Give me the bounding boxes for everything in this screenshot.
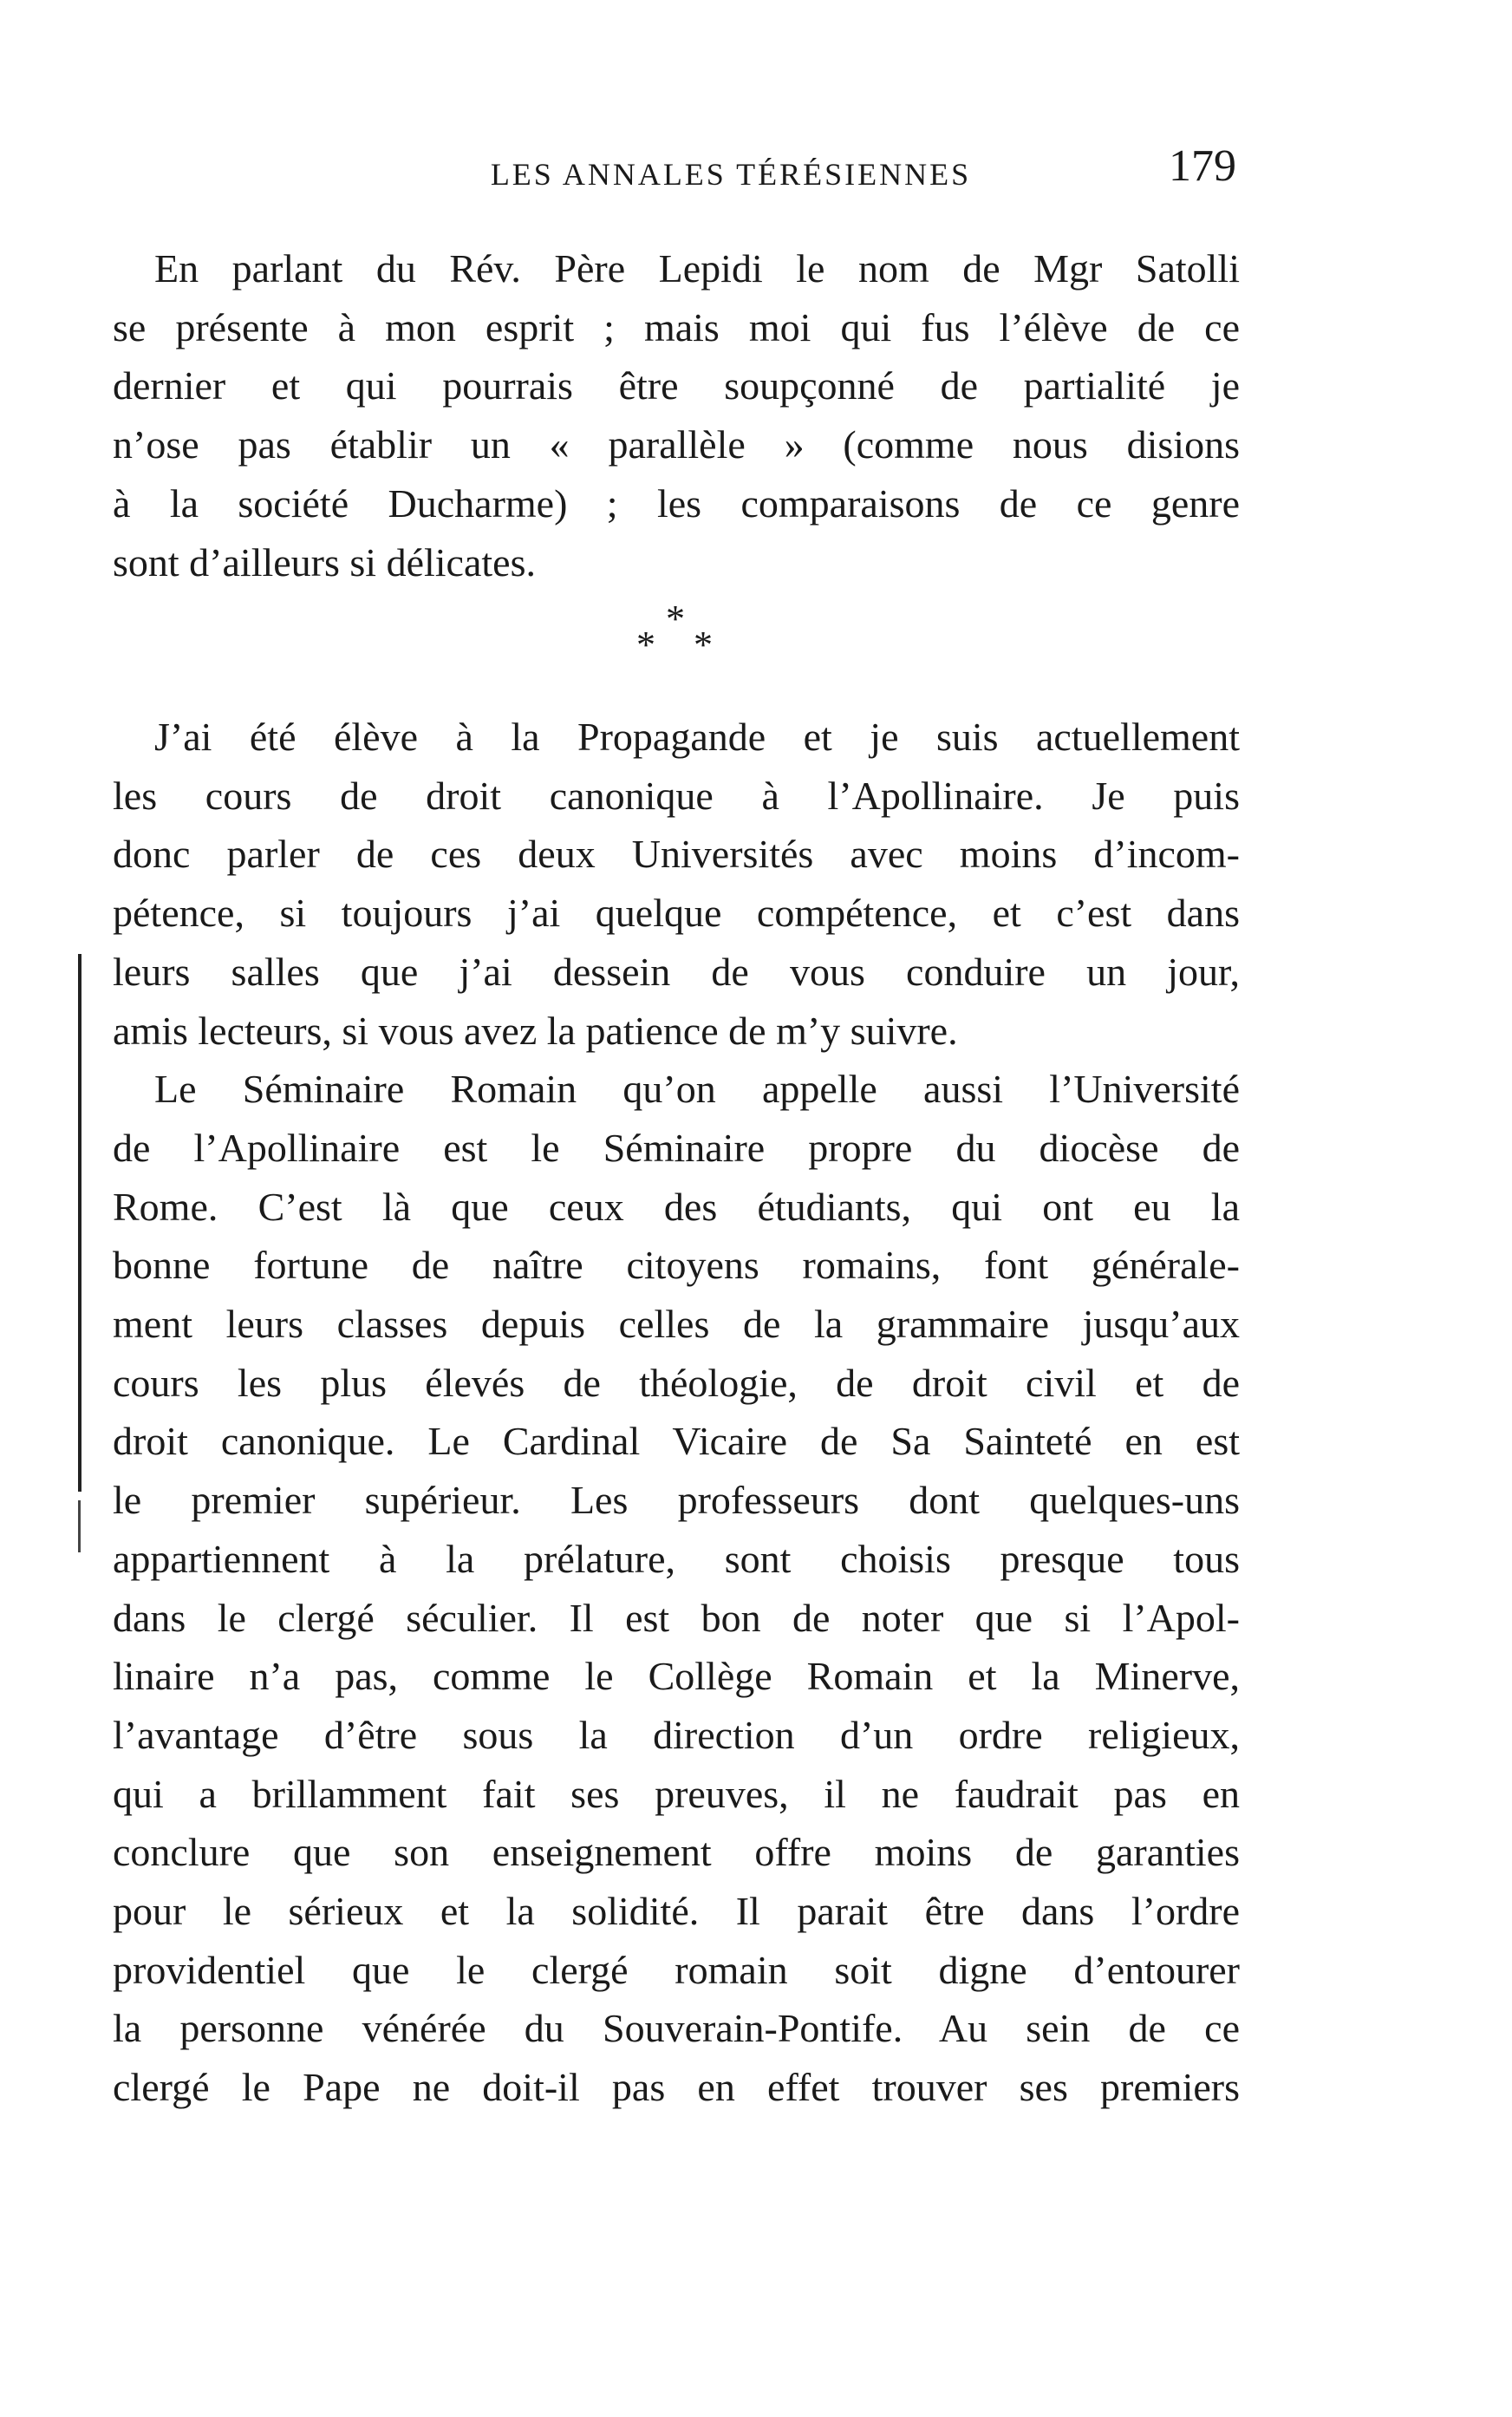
text-line: droit canonique. Le Cardinal Vicaire de Sa Sainteté en est <box>113 1419 1240 1464</box>
text-line: la personne vénérée du Souverain-Pontife. Au sein de ce <box>113 2006 1240 2051</box>
text-line: donc parler de ces deux Universités avec moins d’incom- <box>113 832 1240 877</box>
text-line: pour le sérieux et la solidité. Il parait être dans l’ordre <box>113 1889 1240 1934</box>
paragraph-1 <box>113 239 1240 591</box>
text-line: sont d’ailleurs si délicates. <box>113 539 536 585</box>
text-line: les cours de droit canonique à l’Apollinaire. Je puis <box>113 773 1240 818</box>
asterisk-mark: * <box>636 624 655 666</box>
margin-mark <box>78 1500 81 1552</box>
text-line: Le Séminaire Romain qu’on appelle aussi l’Université <box>154 1067 1240 1112</box>
paragraph-2 <box>113 708 1240 2117</box>
text-line: qui a brillamment fait ses preuves, il ne faudrait pas en <box>113 1771 1240 1816</box>
page-number: 179 <box>1169 141 1236 191</box>
text-line: se présente à mon esprit ; mais moi qui fus l’élève de ce <box>113 304 1240 349</box>
asterism-separator <box>624 597 728 675</box>
text-line: pétence, si toujours j’ai quelque compétence, et c’est dans <box>113 891 1240 936</box>
text-line: de l’Apollinaire est le Séminaire propre du diocèse de <box>113 1125 1240 1170</box>
running-title: LES ANNALES TÉRÉSIENNES <box>490 157 972 192</box>
text-line: dans le clergé séculier. Il est bon de noter que si l’Apol- <box>113 1595 1240 1640</box>
text-line: l’avantage d’être sous la direction d’un ordre religieux, <box>113 1712 1240 1757</box>
text-line: amis lecteurs, si vous avez la patience de m’y suivre. <box>113 1008 958 1053</box>
text-line: appartiennent à la prélature, sont choisis presque tous <box>113 1536 1240 1581</box>
text-line: Rome. C’est là que ceux des étudiants, qui ont eu la <box>113 1184 1240 1229</box>
text-line: conclure que son enseignement offre moins de garanties <box>113 1830 1240 1875</box>
text-line: bonne fortune de naître citoyens romains, font générale- <box>113 1243 1240 1288</box>
text-line: En parlant du Rév. Père Lepidi le nom de Mgr Satolli <box>154 246 1240 291</box>
text-line: leurs salles que j’ai dessein de vous conduire un jour, <box>113 949 1240 994</box>
text-line: à la société Ducharme) ; les comparaisons de ce genre <box>113 480 1240 526</box>
asterisk-mark: * <box>694 624 713 666</box>
text-line: clergé le Pape ne doit-il pas en effet trouver ses premiers <box>113 2065 1240 2110</box>
text-line: J’ai été élève à la Propagande et je suis actuellement <box>154 715 1240 759</box>
text-line: dernier et qui pourrais être soupçonné de partialité je <box>113 363 1240 408</box>
text-line: linaire n’a pas, comme le Collège Romain et la Minerve, <box>113 1654 1240 1699</box>
margin-mark <box>78 954 81 1492</box>
text-line: providentiel que le clergé romain soit digne d’entourer <box>113 1947 1240 1992</box>
text-line: le premier supérieur. Les professeurs dont quelques-uns <box>113 1478 1240 1523</box>
asterisk-mark: * <box>666 598 685 640</box>
text-line: n’ose pas établir un « parallèle » (comme nous disions <box>113 422 1240 467</box>
text-line: ment leurs classes depuis celles de la grammaire jusqu’aux <box>113 1302 1240 1347</box>
text-line: cours les plus élevés de théologie, de droit civil et de <box>113 1360 1240 1405</box>
